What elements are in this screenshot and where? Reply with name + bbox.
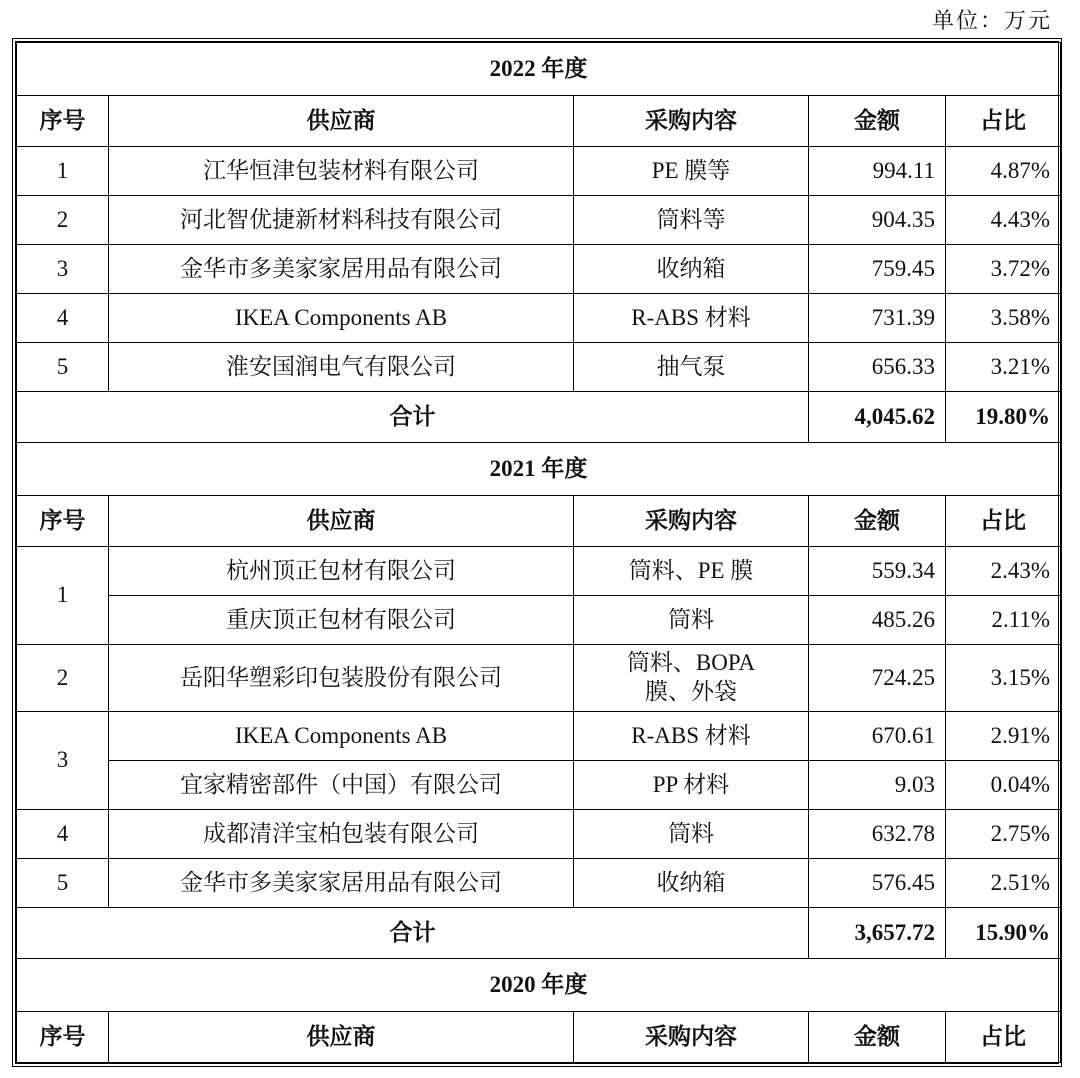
total-row-2021: [17, 908, 1061, 959]
header-supplier: 供应商: [109, 96, 574, 147]
table-row: [17, 761, 1061, 810]
header-row: [17, 496, 1061, 547]
header-supplier: 供应商: [109, 496, 574, 547]
cell-no: 5: [17, 859, 109, 908]
cell-supplier: IKEA Components AB: [109, 294, 574, 343]
cell-amount: 485.26: [809, 596, 946, 645]
cell-ratio: 2.91%: [946, 712, 1061, 761]
cell-content: 收纳箱: [574, 245, 809, 294]
cell-amount: 904.35: [809, 196, 946, 245]
cell-content: R-ABS 材料: [574, 294, 809, 343]
header-ratio: 占比: [946, 496, 1061, 547]
cell-content: 筒料等: [574, 196, 809, 245]
cell-ratio: 3.15%: [946, 645, 1061, 712]
cell-supplier: 宜家精密部件（中国）有限公司: [109, 761, 574, 810]
cell-no: 1: [17, 547, 109, 645]
table-row: [17, 294, 1061, 343]
cell-content: 抽气泵: [574, 343, 809, 392]
header-ratio: 占比: [946, 96, 1061, 147]
cell-no: 3: [17, 712, 109, 810]
cell-supplier: IKEA Components AB: [109, 712, 574, 761]
cell-ratio: 2.43%: [946, 547, 1061, 596]
cell-no: 4: [17, 294, 109, 343]
cell-content: R-ABS 材料: [574, 712, 809, 761]
total-ratio: 15.90%: [946, 908, 1061, 959]
cell-no: 5: [17, 343, 109, 392]
table-row: [17, 859, 1061, 908]
year-row-2022: [17, 43, 1061, 96]
cell-ratio: 2.75%: [946, 810, 1061, 859]
cell-content: 筒料: [574, 596, 809, 645]
cell-ratio: 3.58%: [946, 294, 1061, 343]
header-row: [17, 1012, 1061, 1063]
cell-amount: 731.39: [809, 294, 946, 343]
cell-no: 2: [17, 196, 109, 245]
table-row: [17, 596, 1061, 645]
cell-ratio: 2.51%: [946, 859, 1061, 908]
cell-amount: 576.45: [809, 859, 946, 908]
cell-supplier: 江华恒津包装材料有限公司: [109, 147, 574, 196]
year-title: 2020 年度: [17, 959, 1061, 1012]
cell-amount: 656.33: [809, 343, 946, 392]
header-no: 序号: [17, 1012, 109, 1063]
cell-amount: 9.03: [809, 761, 946, 810]
header-row: [17, 96, 1061, 147]
cell-content: 筒料、PE 膜: [574, 547, 809, 596]
cell-ratio: 4.87%: [946, 147, 1061, 196]
cell-amount: 994.11: [809, 147, 946, 196]
total-amount: 4,045.62: [809, 392, 946, 443]
year-row-2021: [17, 443, 1061, 496]
header-no: 序号: [17, 96, 109, 147]
table-row: [17, 196, 1061, 245]
cell-content: 筒料、BOPA 膜、外袋: [574, 645, 809, 712]
cell-no: 2: [17, 645, 109, 712]
year-row-2020: [17, 959, 1061, 1012]
table-row: [17, 547, 1061, 596]
table-row: [17, 343, 1061, 392]
cell-supplier: 淮安国润电气有限公司: [109, 343, 574, 392]
table-row: [17, 712, 1061, 761]
cell-ratio: 4.43%: [946, 196, 1061, 245]
table-row: [17, 810, 1061, 859]
cell-ratio: 3.72%: [946, 245, 1061, 294]
cell-ratio: 3.21%: [946, 343, 1061, 392]
total-row-2022: [17, 392, 1061, 443]
cell-no: 4: [17, 810, 109, 859]
cell-amount: 724.25: [809, 645, 946, 712]
cell-supplier: 岳阳华塑彩印包装股份有限公司: [109, 645, 574, 712]
cell-ratio: 2.11%: [946, 596, 1061, 645]
unit-label: 单位：万元: [931, 8, 1052, 33]
top-suppliers-table: [16, 42, 1061, 1063]
cell-content: 筒料: [574, 810, 809, 859]
header-supplier: 供应商: [109, 1012, 574, 1063]
header-amount: 金额: [809, 1012, 946, 1063]
cell-amount: 670.61: [809, 712, 946, 761]
header-content: 采购内容: [574, 1012, 809, 1063]
header-amount: 金额: [809, 496, 946, 547]
total-amount: 3,657.72: [809, 908, 946, 959]
table-row: [17, 147, 1061, 196]
cell-amount: 632.78: [809, 810, 946, 859]
header-content: 采购内容: [574, 496, 809, 547]
cell-content: 收纳箱: [574, 859, 809, 908]
cell-no: 1: [17, 147, 109, 196]
supplier-table-frame: [12, 38, 1062, 1067]
cell-supplier: 金华市多美家家居用品有限公司: [109, 859, 574, 908]
cell-supplier: 重庆顶正包材有限公司: [109, 596, 574, 645]
total-label: 合计: [17, 392, 809, 443]
cell-content: PP 材料: [574, 761, 809, 810]
cell-no: 3: [17, 245, 109, 294]
total-label: 合计: [17, 908, 809, 959]
total-ratio: 19.80%: [946, 392, 1061, 443]
cell-supplier: 成都清洋宝柏包装有限公司: [109, 810, 574, 859]
cell-amount: 559.34: [809, 547, 946, 596]
year-title: 2021 年度: [17, 443, 1061, 496]
cell-supplier: 河北智优捷新材料科技有限公司: [109, 196, 574, 245]
cell-content: PE 膜等: [574, 147, 809, 196]
cell-supplier: 杭州顶正包材有限公司: [109, 547, 574, 596]
header-ratio: 占比: [946, 1012, 1061, 1063]
header-no: 序号: [17, 496, 109, 547]
cell-amount: 759.45: [809, 245, 946, 294]
header-content: 采购内容: [574, 96, 809, 147]
year-title: 2022 年度: [17, 43, 1061, 96]
table-row: [17, 245, 1061, 294]
header-amount: 金额: [809, 96, 946, 147]
table-row: [17, 645, 1061, 712]
cell-ratio: 0.04%: [946, 761, 1061, 810]
cell-supplier: 金华市多美家家居用品有限公司: [109, 245, 574, 294]
